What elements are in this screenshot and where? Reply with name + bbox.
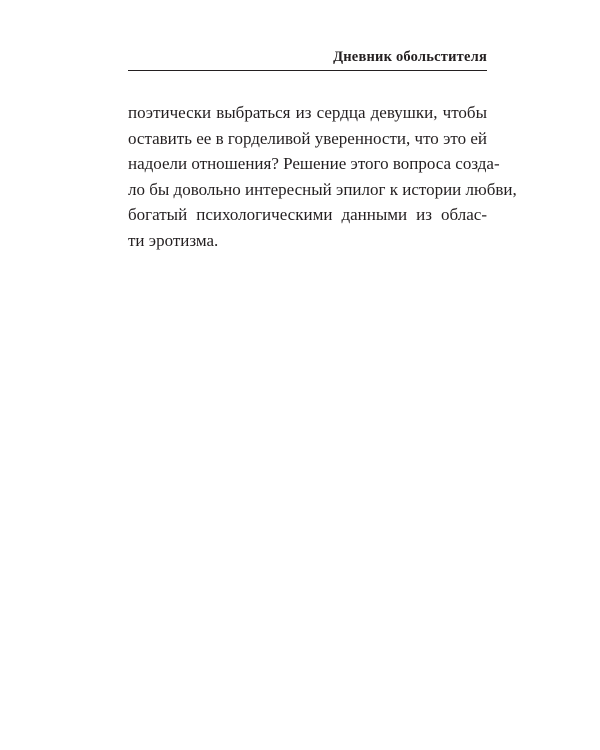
text-line-3: надоели отношения? Решение этого вопроса созда- [128,154,500,173]
text-line-4: ло бы довольно интересный эпилог к истории любви, [128,179,517,199]
text-line-5: богатый психологическими данными из облас- [128,205,487,224]
header-divider [128,70,487,71]
body-paragraph [128,100,517,253]
text-line-1: поэтически выбраться из сердца девушки, чтобы [128,103,487,122]
text-line-2: оставить ее в горделивой уверенности, что это ей [128,128,487,148]
text-line-6: ти эротизма. [128,230,219,250]
running-header-title: Дневник обольстителя [333,49,487,65]
